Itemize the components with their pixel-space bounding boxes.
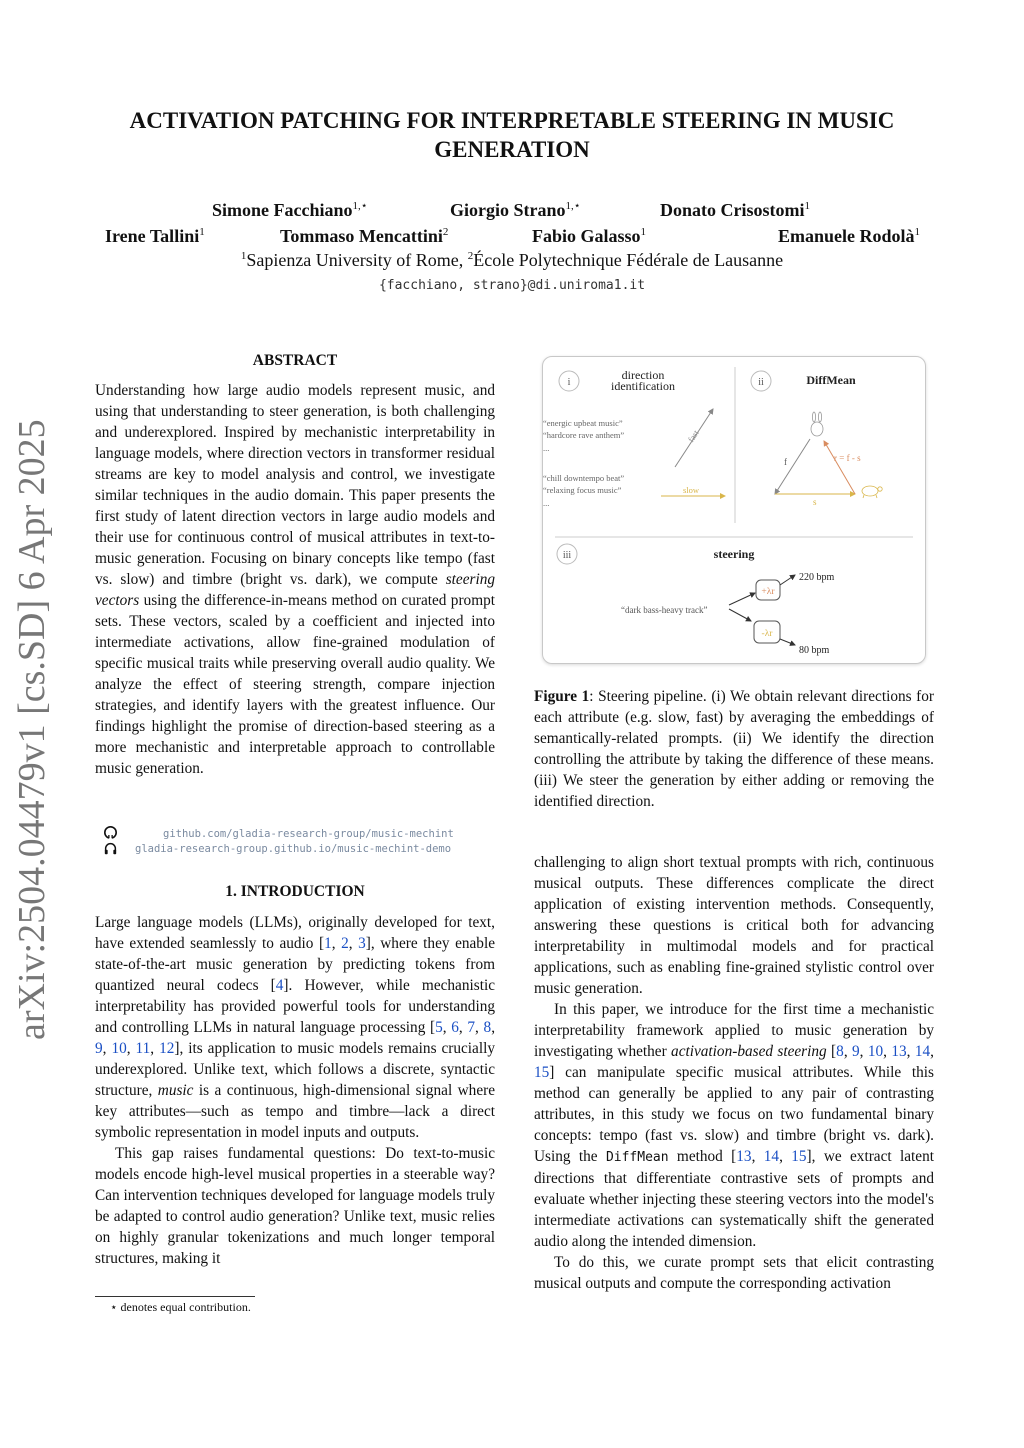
intro-body-right: challenging to align short textual prompts with rich, continuous musical outputs. These differences complicate the direct application of existing intervention methods. Consequently, answering these questions is critical both for advancing interpretability in multimodal models and for practical applications, such as enabling fine-grained stylistic control over music generation. In this paper, we introduce for the first time a mechanistic interpretability framework applied to music generation by investigating whether activation-based steering [8, 9, 10, 13, 14, 15] can manipulate specific musical attributes. While this method can generally be applied to any pair of contrasting attributes, in this study we focus on two fundamental binary concepts: tempo (fast vs. slow) and timbre (bright vs. dark). Using the DiffMean method [13, 14, 15], we extract latent directions that differentiate contrastive sets of prompts and evaluate whether injecting these steering vectors into the model's intermediate activations can systematically shift the generated audio along the intended dimension. To do this, we curate prompt sets that elicit contrasting musical outputs and compute the corresponding activation [534, 854, 934, 1292]
author: Giorgio Strano$^{1,⋆}$ [450, 200, 581, 220]
panel-ii [751, 371, 882, 507]
svg-text:ii: ii [758, 377, 764, 388]
author: Fabio Galasso$^1$ [532, 226, 647, 246]
title-line-2: GENERATION [434, 137, 590, 162]
svg-text:“relaxing focus music”: “relaxing focus music” [543, 485, 622, 495]
svg-text:80 bpm: 80 bpm [799, 645, 830, 656]
svg-text:220 bpm: 220 bpm [799, 572, 835, 583]
turtle-icon [862, 486, 882, 498]
panel-i [543, 368, 725, 508]
svg-text:iii: iii [562, 550, 572, 561]
intro-heading: 1. INTRODUCTION [225, 883, 365, 900]
author-email: {facchiano, strano}@di.uniroma1.it [378, 278, 646, 293]
svg-text:“energic upbeat music”: “energic upbeat music” [543, 418, 623, 428]
svg-text:direction: direction [621, 368, 665, 382]
intro-body-left: Large language models (LLMs), originally developed for text, have extended seamlessly to audio [1, 2, 3], where they enable state-of-the-art music generation by predicting tokens from quantized neural codecs [4]. However, while mechanistic interpretability has provided powerful tools for understanding and controlling LLMs in natural language processing [5, 6, 7, 8, 9, 10, 11, 12], its application to music models remains crucially underexplored. Unlike text, which follows a discrete, syntactic structure, music is a continuous, high-dimensional signal where key attributes—such as tempo and timbre—lack a direct symbolic representation in model inputs and outputs. This gap raises fundamental questions: Do text-to-music models encode high-level musical properties in a steerable way? Can intervention techniques developed for language models truly be adapted to control audio generation? Unlike text, music relies on highly granular tokenizations and much longer temporal structures, making it [95, 914, 496, 1267]
svg-text:“hardcore rave anthem”: “hardcore rave anthem” [543, 430, 625, 440]
headphones-icon [104, 842, 117, 860]
svg-text:i: i [567, 377, 571, 388]
svg-text:steering: steering [713, 547, 755, 561]
author: Emanuele Rodolà$^1$ [778, 226, 921, 246]
affiliations: $^1$Sapienza University of Rome, $^2$École Polytechnique Fédérale de Lausanne [240, 250, 784, 270]
github-link[interactable]: github.com/gladia-research-group/music-mechint [163, 828, 454, 840]
figure-1 [542, 356, 926, 664]
plus-branch-arrow [729, 593, 755, 605]
author: Donato Crisostomi$^1$ [660, 200, 810, 220]
minus-branch-arrow [729, 609, 751, 621]
abstract-heading: ABSTRACT [252, 352, 338, 369]
abstract-body: Understanding how large audio models represent music, and using that understanding to steer generation, is both challenging and underexplored. Inspired by mechanistic interpretability in language models, where direction vectors in transformer residual streams are key to model analysis and control, we investigate similar techniques in the audio domain. This paper presents the first study of latent direction vectors in large audio models and their use for continuous control of musical attributes in text-to-music generation. Focusing on binary concepts like tempo (fast vs. slow) and timbre (bright vs. dark), we compute steering vectors using the difference-in-means method on curated prompt sets. These vectors, scaled by a coefficient and injected into intermediate activations, allow fine-grained modulation of specific musical traits while preserving overall audio quality. We analyze the effect of steering strength, compare injection strategies, and identify layers with the greatest influence. Our findings highlight the promise of direction-based steering as a more mechanistic and interpretable approach to controllable music generation. [95, 382, 495, 777]
title-line-1: ACTIVATION PATCHING FOR INTERPRETABLE STEERING IN MUSIC [129, 108, 895, 133]
svg-text:“dark bass-heavy track”: “dark bass-heavy track” [621, 605, 708, 615]
footnote: ⋆ denotes equal contribution. [110, 1300, 251, 1314]
author: Tommaso Mencattini$^2$ [280, 226, 449, 246]
author: Irene Tallini$^1$ [105, 226, 205, 246]
to-80-arrow [780, 639, 795, 645]
figure-1-diagram [543, 357, 925, 663]
svg-text:...: ... [543, 498, 550, 508]
panel-iii [557, 544, 835, 656]
footnote-rule [95, 1296, 255, 1297]
svg-text:-λr: -λr [761, 629, 773, 639]
to-220-arrow [780, 575, 795, 585]
svg-text:...: ... [543, 443, 550, 453]
arxiv-identifier: arXiv:2504.04479v1 [cs.SD] 6 Apr 2025 [11, 419, 53, 1040]
svg-text:+λr: +λr [761, 587, 775, 597]
paper-title [60, 106, 964, 164]
svg-text:identification: identification [611, 379, 675, 393]
svg-text:r = f - s: r = f - s [834, 453, 861, 463]
svg-text:“chill downtempo beat”: “chill downtempo beat” [543, 473, 625, 483]
svg-text:DiffMean: DiffMean [806, 373, 856, 387]
demo-link[interactable]: gladia-research-group.github.io/music-mechint-demo [135, 843, 452, 855]
figure-1-caption: Figure 1: Steering pipeline. (i) We obtain relevant directions for each attribute (e.g. slow, fast) by averaging the embeddings of semantically-related prompts. (ii) We identify the direction controlling the attribute by taking the difference of these means. (iii) We steer the generation by either adding or removing the identified direction. [534, 688, 934, 810]
svg-text:fast: fast [685, 428, 701, 444]
author: Simone Facchiano$^{1,⋆}$ [212, 200, 368, 220]
svg-text:f: f [784, 457, 787, 467]
svg-text:slow: slow [683, 485, 700, 495]
rabbit-icon [811, 412, 823, 436]
vector-f-arrow [775, 439, 810, 494]
vector-r-arrow [824, 441, 855, 494]
svg-text:s: s [813, 497, 817, 507]
